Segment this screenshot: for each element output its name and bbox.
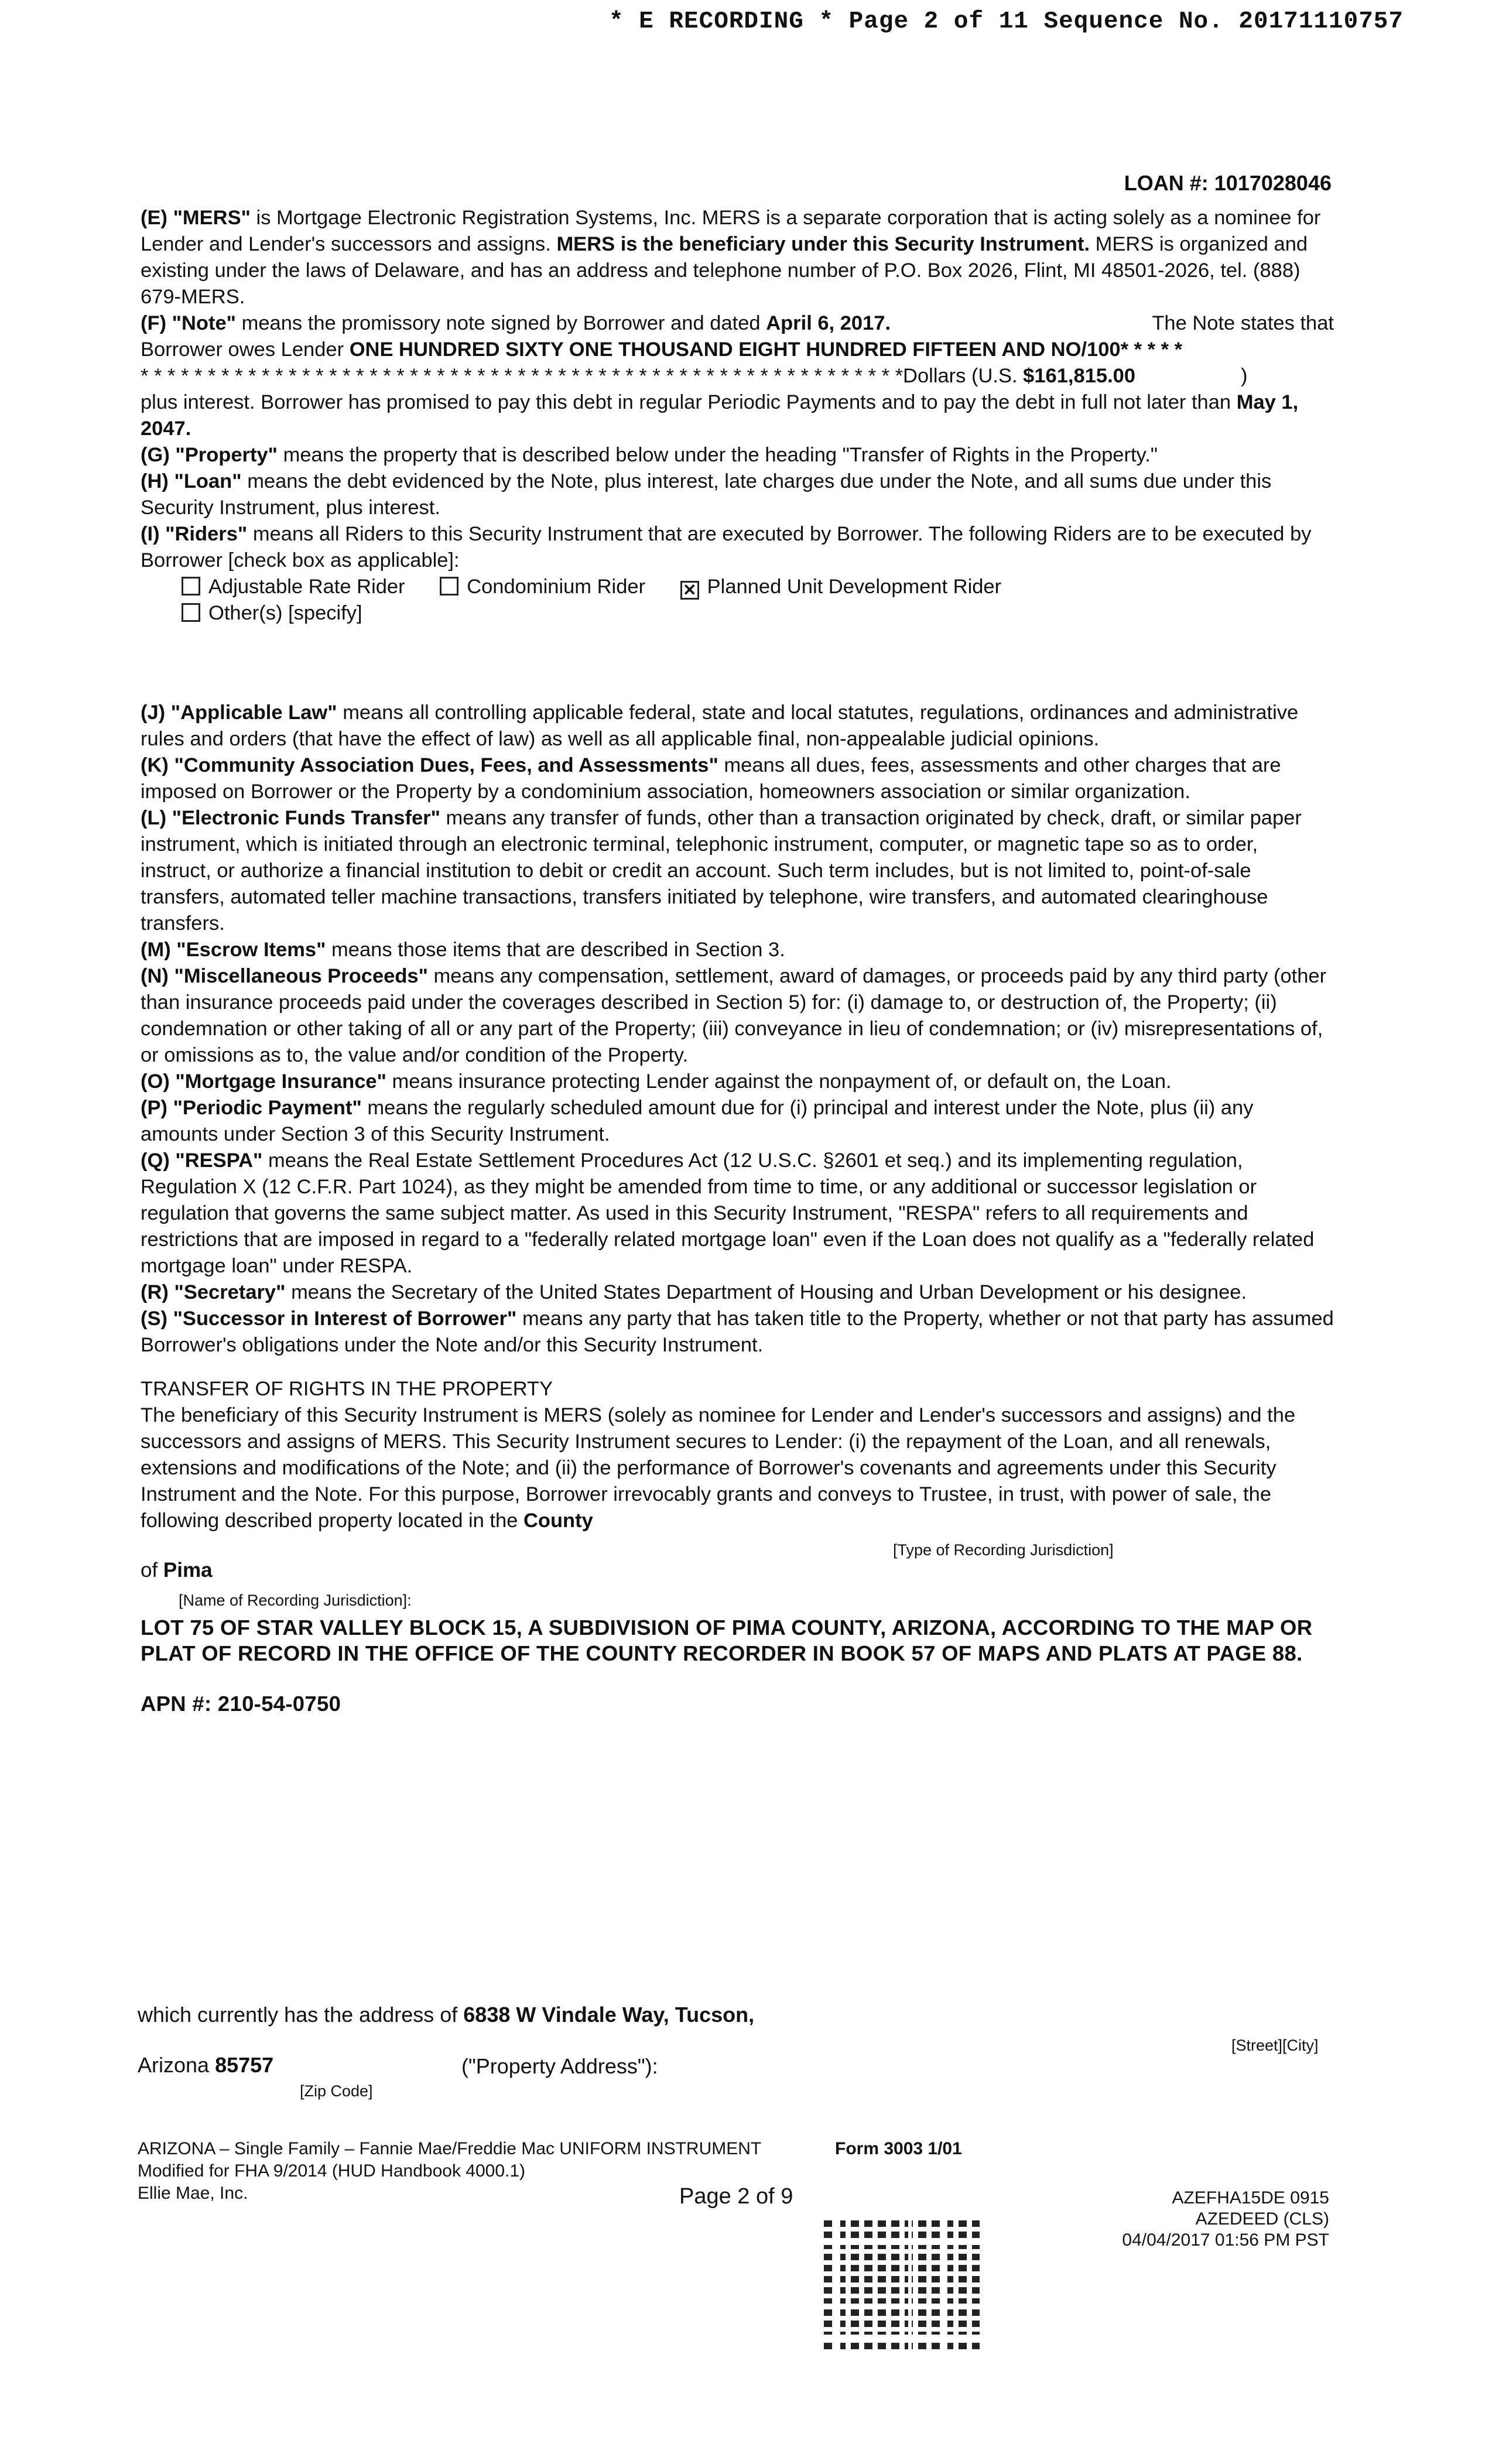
definition-text: means any party that has taken title to the Property, whether or not that party has assumed Borrower's obligations under the Note and/or this Security Instrument. bbox=[141, 1308, 1334, 1356]
form-title: ARIZONA – Single Family – Fannie Mae/Freddie Mac UNIFORM INSTRUMENT bbox=[138, 2139, 762, 2158]
state: Arizona bbox=[138, 2053, 215, 2077]
print-timestamp: 04/04/2017 01:56 PM PST bbox=[1122, 2230, 1329, 2250]
checkbox-icon[interactable] bbox=[182, 577, 200, 596]
definition-f-amount-line bbox=[141, 337, 1334, 363]
maturity-date: May 1, 2047. bbox=[141, 391, 1299, 440]
doc-code-2: AZEDEED (CLS) bbox=[1195, 2209, 1329, 2229]
definition-n bbox=[141, 963, 1334, 1069]
transfer-section bbox=[141, 1376, 1334, 1534]
definitions-block-1 bbox=[141, 205, 1334, 627]
stars-filler: * * * * * * * * * * * * * * * * * * * * * * * * * * * * * * * * * * * * * * * * * * * * * * * * * * * * * * * * *Dollars (U.S. bbox=[141, 365, 1024, 387]
definition-text: means any transfer of funds, other than a transaction originated by check, draft, or similar paper instrument, which is initiated through an electronic terminal, telephonic instrument, computer, or magnetic tape so as to order, instruct, or authorize a financial institution to debit or credit an account. Such term includes, but is not limited to, point-of-sale transfers, automated teller machine transactions, transfers initiated by telephone, wire transfers, and automated clearinghouse transfers. bbox=[141, 807, 1302, 935]
checkbox-icon[interactable] bbox=[440, 577, 458, 596]
doc-code-block bbox=[1122, 2188, 1329, 2251]
barcode-image bbox=[819, 2218, 983, 2354]
rider-planned-unit-development[interactable] bbox=[680, 574, 1001, 600]
definition-text: means all Riders to this Security Instrument that are executed by Borrower. The following Riders are to be executed by Borrower [check box as applicable]: bbox=[141, 523, 1312, 571]
rider-label: Condominium Rider bbox=[467, 576, 646, 598]
transfer-body: The beneficiary of this Security Instrument is MERS (solely as nominee for Lender and Lender's successors and assigns) and the successors and assigns of MERS. This Security Instrument secures to Lender: (i) the repayment of the Loan, and all renewals, extensions and modifications of the Note; and (ii) the performance of Borrower's covenants and agreements under this Security Instrument and the Note. For this purpose, Borrower irrevocably grants and conveys to Trustee, in trust, with power of sale, the following described property located in the bbox=[141, 1404, 1296, 1532]
checkbox-icon[interactable] bbox=[182, 603, 200, 622]
checked-checkbox-icon[interactable]: ✕ bbox=[680, 581, 699, 600]
definition-label: (I) "Riders" bbox=[141, 523, 248, 545]
rider-label: Other(s) [specify] bbox=[208, 602, 362, 624]
definition-text: means all dues, fees, assessments and other charges that are imposed on Borrower or the Property by a condominium association, homeowners association or similar organization. bbox=[141, 754, 1281, 803]
definition-r bbox=[141, 1279, 1334, 1306]
definition-text: means the regularly scheduled amount due for (i) principal and interest under the Note, plus (ii) any amounts under Section 3 of this Security Instrument. bbox=[141, 1097, 1254, 1145]
loan-number: LOAN #: 1017028046 bbox=[1124, 171, 1332, 195]
definition-text: MERS is organized and existing under the laws of Delaware, and has an address and telephone number of P.O. Box 2026, Flint, MI 48501-2026, tel. (888) 679-MERS. bbox=[141, 233, 1308, 308]
definition-label: (N) "Miscellaneous Proceeds" bbox=[141, 965, 428, 987]
definition-text: means those items that are described in Section 3. bbox=[326, 939, 785, 961]
definition-text: means the Secretary of the United States Department of Housing and Urban Development or his designee. bbox=[285, 1281, 1247, 1303]
address-prefix: which currently has the address of bbox=[138, 2003, 464, 2027]
riders-checkbox-row-2 bbox=[182, 600, 1334, 627]
definition-label: (M) "Escrow Items" bbox=[141, 939, 326, 961]
jurisdiction-name-caption: [Name of Recording Jurisdiction]: bbox=[179, 1592, 412, 1609]
definition-j bbox=[141, 700, 1334, 752]
jurisdiction-type-caption: [Type of Recording Jurisdiction] bbox=[893, 1541, 1114, 1559]
jurisdiction-name: Pima bbox=[163, 1559, 213, 1582]
property-address-label: ("Property Address"): bbox=[461, 2054, 658, 2078]
definition-text: means the Real Estate Settlement Procedures Act (12 U.S.C. §2601 et seq.) and its implementing regulation, Regulation X (12 C.F.R. Part 1024), as they might be amended from time to time, or any additional or successor legislation or regulation that governs the same subject matter. As used in this Security Instrument, "RESPA" refers to all requirements and restrictions that are imposed in regard to a "federally related mortgage loan" even if the Loan does not qualify as a "federally related mortgage loan" under RESPA. bbox=[141, 1149, 1315, 1277]
definition-p bbox=[141, 1095, 1334, 1148]
definition-l bbox=[141, 805, 1334, 937]
definition-label: (J) "Applicable Law" bbox=[141, 701, 337, 724]
definition-label: (K) "Community Association Dues, Fees, and Assessments" bbox=[141, 754, 718, 776]
zip-code: 85757 bbox=[215, 2053, 274, 2077]
recording-header: * E RECORDING * Page 2 of 11 Sequence No. 20171110757 bbox=[609, 8, 1404, 35]
definition-text: is Mortgage Electronic Registration Systems, Inc. MERS is a separate corporation that is acting solely as a nominee for Lender and Lender's successors and assigns. bbox=[141, 207, 1321, 255]
definition-text: means the property that is described below under the heading "Transfer of Rights in the Property." bbox=[278, 444, 1158, 466]
form-modified-note: Modified for FHA 9/2014 (HUD Handbook 4000.1) bbox=[138, 2161, 526, 2181]
apn-number: APN #: 210-54-0750 bbox=[141, 1692, 341, 1716]
note-date: April 6, 2017. bbox=[766, 312, 891, 334]
loan-amount: $161,815.00 bbox=[1023, 365, 1136, 387]
page-number: Page 2 of 9 bbox=[679, 2184, 793, 2209]
jurisdiction-type: County bbox=[523, 1510, 593, 1532]
street-city: 6838 W Vindale Way, Tucson, bbox=[463, 2003, 755, 2027]
vendor-name: Ellie Mae, Inc. bbox=[138, 2184, 248, 2203]
rider-label: Planned Unit Development Rider bbox=[707, 576, 1002, 598]
definition-text: means the debt evidenced by the Note, plus interest, late charges due under the Note, and all sums due under this Security Instrument, plus interest. bbox=[141, 470, 1272, 519]
property-address-line bbox=[138, 2003, 754, 2027]
definition-label: (S) "Successor in Interest of Borrower" bbox=[141, 1308, 517, 1330]
definition-f-continued bbox=[141, 389, 1334, 442]
definition-o bbox=[141, 1069, 1334, 1095]
note-states-text: The Note states that bbox=[1152, 312, 1334, 334]
definition-text: means all controlling applicable federal, state and local statutes, regulations, ordinances and administrative rules and orders (that have the effect of law) as well as all applicable final, non-appealable judicial opinions. bbox=[141, 701, 1299, 750]
definition-label: (Q) "RESPA" bbox=[141, 1149, 263, 1172]
definition-e bbox=[141, 205, 1334, 310]
rider-condominium[interactable] bbox=[440, 574, 645, 600]
definition-text: means any compensation, settlement, award of damages, or proceeds paid by any third party (other than insurance proceeds paid under the coverages described in Section 5) for: (i) damage to, or destruction of, the Property; (ii) condemnation or other taking of all or any part of the Property; (iii) conveyance in lieu of condemnation; or (iv) misrepresentations of, or omissions as to, the value and/or condition of the Property. bbox=[141, 965, 1327, 1066]
definition-text: means the promissory note signed by Borrower and dated bbox=[236, 312, 766, 334]
definition-label: (L) "Electronic Funds Transfer" bbox=[141, 807, 440, 829]
definition-g bbox=[141, 442, 1334, 468]
definition-i bbox=[141, 521, 1334, 574]
definition-label: (E) "MERS" bbox=[141, 207, 251, 229]
definitions-block-2 bbox=[141, 700, 1334, 1358]
definition-text: plus interest. Borrower has promised to pay this debt in regular Periodic Payments and to pay the debt in full not later than bbox=[141, 391, 1237, 413]
transfer-text bbox=[141, 1402, 1334, 1534]
definition-label: (H) "Loan" bbox=[141, 470, 242, 492]
definition-m bbox=[141, 937, 1334, 963]
of-label: of bbox=[141, 1559, 163, 1582]
riders-checkbox-row bbox=[182, 574, 1334, 600]
definition-label: (O) "Mortgage Insurance" bbox=[141, 1070, 386, 1093]
rider-other[interactable] bbox=[182, 600, 362, 627]
rider-label: Adjustable Rate Rider bbox=[208, 576, 405, 598]
definition-text: means insurance protecting Lender against the nonpayment of, or default on, the Loan. bbox=[386, 1070, 1172, 1093]
legal-description: LOT 75 OF STAR VALLEY BLOCK 15, A SUBDIVISION OF PIMA COUNTY, ARIZONA, ACCORDING TO THE MAP OR PLAT OF RECORD IN THE OFFICE OF THE COUNTY RECORDER IN BOOK 57 OF MAPS AND PLATS AT PAGE 88. bbox=[141, 1616, 1313, 1665]
definition-f-stars-line bbox=[141, 363, 1334, 389]
state-zip-line bbox=[138, 2053, 273, 2078]
definition-s bbox=[141, 1306, 1334, 1358]
definition-text: Borrower owes Lender bbox=[141, 338, 350, 361]
definition-label: (F) "Note" bbox=[141, 312, 237, 334]
paren-close: ) bbox=[1241, 365, 1248, 387]
definition-label: (G) "Property" bbox=[141, 444, 278, 466]
street-city-caption: [Street][City] bbox=[1231, 2037, 1319, 2054]
transfer-heading: TRANSFER OF RIGHTS IN THE PROPERTY bbox=[141, 1378, 553, 1400]
amount-in-words: ONE HUNDRED SIXTY ONE THOUSAND EIGHT HUNDRED FIFTEEN AND NO/100* * * * * bbox=[349, 338, 1183, 361]
zip-code-caption: [Zip Code] bbox=[300, 2082, 373, 2100]
definition-text-bold: MERS is the beneficiary under this Security Instrument. bbox=[556, 233, 1090, 255]
jurisdiction-name-line bbox=[141, 1559, 213, 1582]
definition-label: (P) "Periodic Payment" bbox=[141, 1097, 362, 1119]
rider-adjustable-rate[interactable] bbox=[182, 574, 405, 600]
definition-f bbox=[141, 310, 1334, 337]
definition-h bbox=[141, 468, 1334, 521]
definition-label: (R) "Secretary" bbox=[141, 1281, 286, 1303]
form-number: Form 3003 1/01 bbox=[835, 2139, 962, 2158]
definition-k bbox=[141, 752, 1334, 805]
definition-q bbox=[141, 1148, 1334, 1279]
doc-code: AZEFHA15DE 0915 bbox=[1172, 2188, 1329, 2208]
